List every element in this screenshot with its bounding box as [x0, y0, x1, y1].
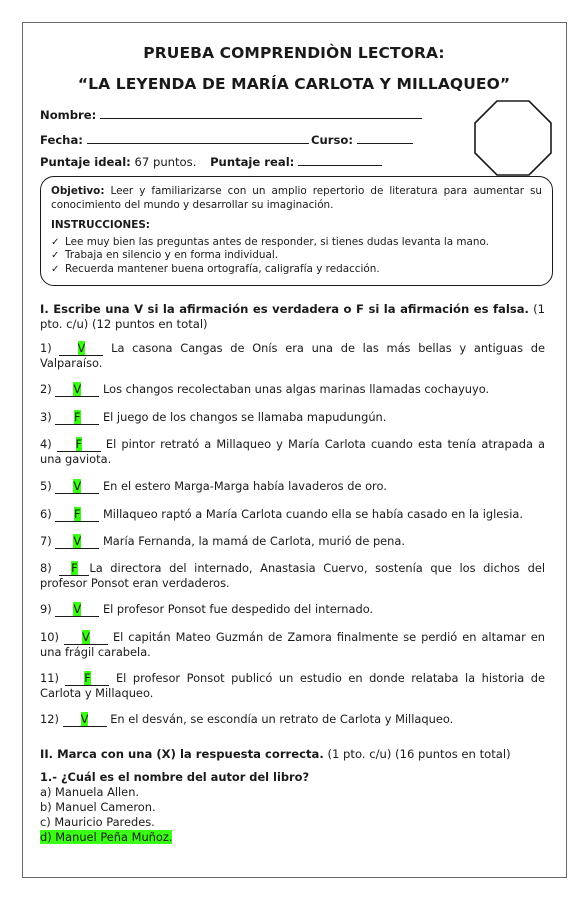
grade-octagon: [474, 100, 552, 176]
puntaje-row: [40, 155, 382, 169]
story-title: “LA LEYENDA DE MARÍA CARLOTA Y MILLAQUEO”: [77, 75, 511, 93]
checkmark-icon: ✓: [51, 263, 60, 275]
instructions-list: [51, 236, 542, 277]
objective-box: [40, 176, 553, 286]
curso-label: Curso:: [311, 133, 353, 147]
tf-item: 1) V La casona Cangas de Onís era una de las más bellas y antiguas de Valparaíso.: [40, 341, 545, 370]
option-a[interactable]: a) Manuela Allen.: [40, 785, 140, 799]
tf-item: 2) V Los changos recolectaban unas algas marinas llamadas cochayuyo.: [40, 382, 490, 396]
tf-item: 10) V El capitán Mateo Guzmán de Zamora finalmente se perdió en altamar en una frágil carabela.: [40, 630, 546, 659]
tf-item: 5) V En el estero Marga-Marga había lavaderos de oro.: [40, 479, 387, 493]
puntaje-ideal-value: 67 puntos.: [134, 155, 197, 169]
checkmark-icon: ✓: [51, 250, 60, 261]
answer-blank[interactable]: V: [64, 631, 108, 645]
section1-heading: I. Escribe una V si la afirmación es verdadera o F si la afirmación es falsa. (1 pto. c/u) (12 puntos en total): [40, 302, 546, 331]
objective-label: Objetivo:: [51, 185, 105, 197]
tf-item: 7) V María Fernanda, la mamá de Carlota, murió de pena.: [40, 534, 406, 548]
instruction-item: ✓ Lee muy bien las preguntas antes de responder, si tienes dudas levanta la mano.: [51, 235, 489, 248]
tf-item: 11) F El profesor Ponsot publicó un estudio en donde relataba la historia de Carlota y Millaqueo.: [40, 671, 545, 700]
question-1: 1.- ¿Cuál es el nombre del autor del libro?: [40, 770, 310, 784]
tf-item: 6) F Millaqueo raptó a María Carlota cuando ella se había casado en la iglesia.: [40, 507, 523, 521]
checkmark-icon: ✓: [51, 236, 60, 248]
nombre-field[interactable]: [40, 108, 422, 122]
fecha-field[interactable]: [40, 133, 309, 147]
fecha-label: Fecha:: [40, 133, 83, 147]
curso-field[interactable]: [311, 133, 413, 147]
instruction-item: ✓ Recuerda mantener buena ortografía, caligrafía y redacción.: [51, 262, 380, 275]
answer-blank[interactable]: F: [55, 411, 99, 425]
answer-blank[interactable]: F: [57, 438, 101, 452]
answer-blank[interactable]: V: [55, 603, 99, 617]
nombre-label: Nombre:: [40, 108, 97, 122]
section2-heading: II. Marca con una (X) la respuesta correcta. (1 pto. c/u) (16 puntos en total): [40, 747, 511, 761]
option-c[interactable]: c) Mauricio Paredes.: [40, 815, 155, 829]
objective-paragraph: [51, 185, 542, 212]
test-title: PRUEBA COMPRENDIÒN LECTORA:: [143, 44, 445, 62]
answer-blank[interactable]: V: [55, 480, 99, 494]
tf-item: 8) F La directora del internado, Anastasia Cuervo, sostenía que los dichos del profesor Ponsot eran verdaderos.: [40, 561, 545, 590]
answer-blank[interactable]: F: [65, 672, 109, 686]
answer-blank[interactable]: V: [55, 535, 99, 549]
instructions-title: INSTRUCCIONES:: [51, 219, 150, 231]
objective-text: Leer y familiarizarse con un amplio repertorio de literatura para aumentar su conocimiento del mundo y desarrollar su imaginación.: [51, 185, 542, 211]
option-b[interactable]: b) Manuel Cameron.: [40, 800, 156, 814]
tf-item: 4) F El pintor retrató a Millaqueo y María Carlota cuando esta tenía atrapada a una gaviota.: [40, 437, 545, 466]
option-d[interactable]: d) Manuel Peña Muñoz.: [40, 830, 173, 844]
answer-blank[interactable]: F: [55, 508, 99, 522]
tf-item: 9) V El profesor Ponsot fue despedido del internado.: [40, 602, 374, 616]
tf-item: 3) F El juego de los changos se llamaba mapudungún.: [40, 410, 387, 424]
answer-blank[interactable]: V: [59, 342, 103, 356]
answer-blank[interactable]: V: [55, 383, 99, 397]
curso-line[interactable]: [357, 133, 413, 144]
puntaje-real-line[interactable]: [298, 155, 382, 166]
answer-blank[interactable]: F: [59, 562, 89, 576]
puntaje-real-label: Puntaje real:: [210, 155, 295, 169]
answer-blank[interactable]: V: [63, 713, 107, 727]
puntaje-ideal-label: Puntaje ideal:: [40, 155, 131, 169]
instruction-item: ✓ Trabaja en silencio y en forma individual.: [51, 249, 279, 261]
tf-item: 12) V En el desván, se escondía un retrato de Carlota y Millaqueo.: [40, 712, 454, 726]
fecha-line[interactable]: [87, 133, 309, 144]
nombre-line[interactable]: [100, 108, 422, 119]
